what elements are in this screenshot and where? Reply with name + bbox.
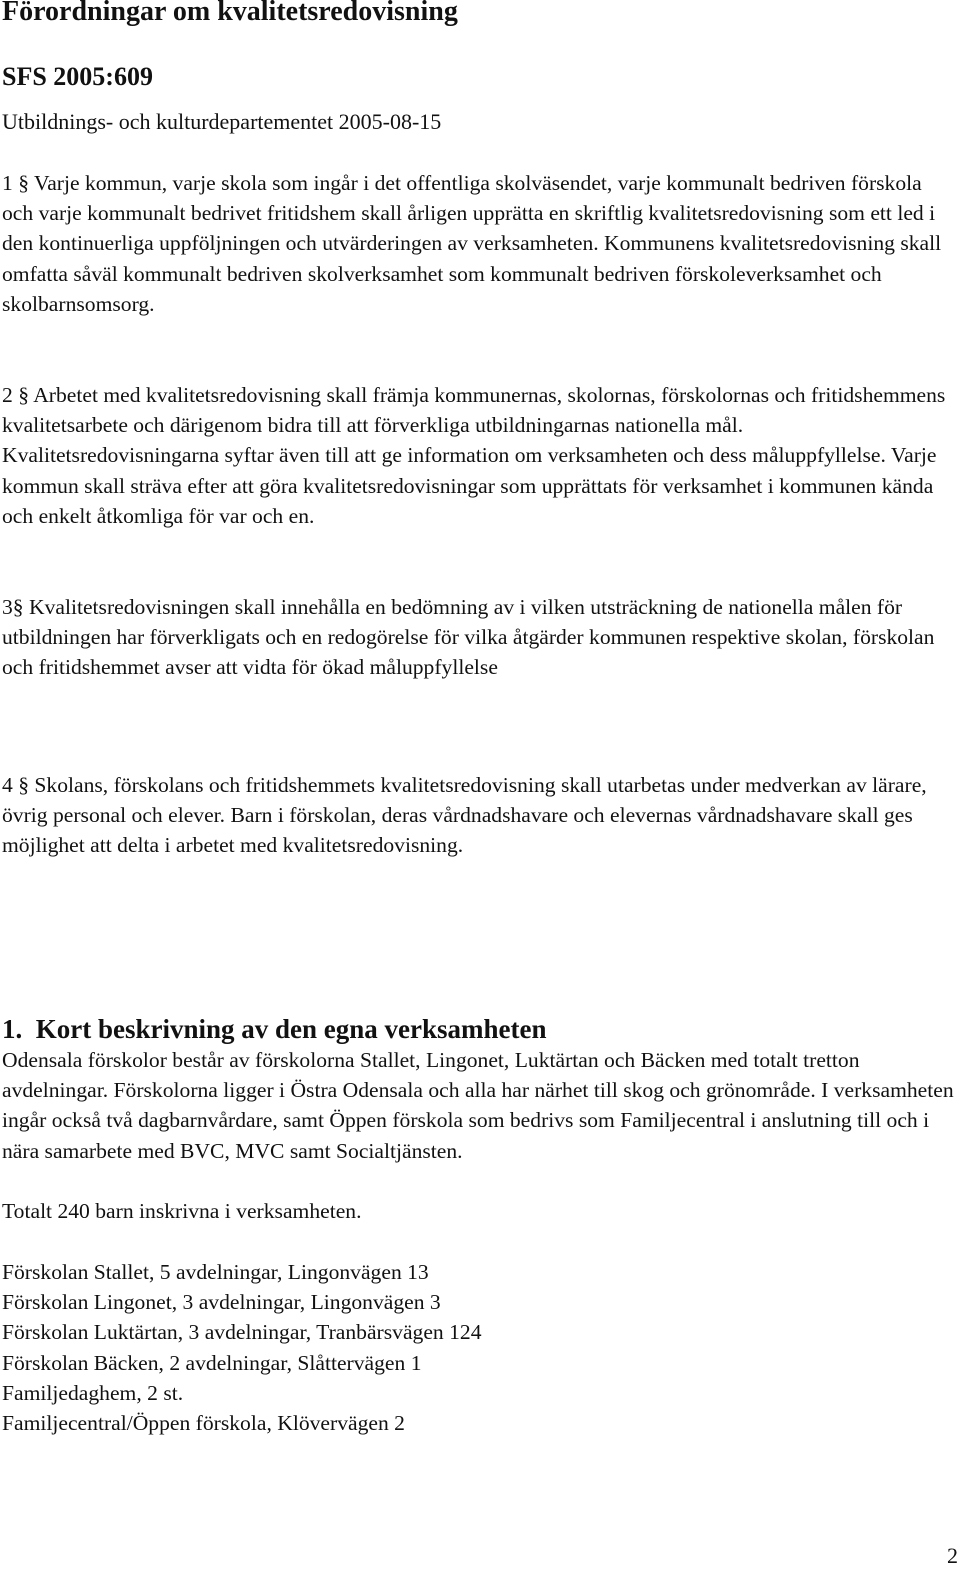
section-body: Odensala förskolor består av förskolorna Stallet, Lingonet, Luktärtan och Bäcken med totalt tretton avdelningar. Förskolorna ligger i Östra Odensala och alla har närhet till skog och grönområde. I verksamheten ingår också två dagbarnvårdare, samt Öppen förskola som bedrivs som Familjecentral i anslutning till och i nära samarbete med BVC, MVC samt Socialtjänsten. — [2, 1048, 954, 1163]
list-item: Förskolan Luktärtan, 3 avdelningar, Tranbärsvägen 124 — [2, 1320, 482, 1345]
list-item: Familjecentral/Öppen förskola, Klövervägen 2 — [2, 1411, 405, 1436]
paragraph-2: 2 § Arbetet med kvalitetsredovisning skall främja kommunernas, skolornas, förskolornas och fritidshemmens kvalitetsarbete och därigenom bidra till att förverkliga utbildningarnas nationella mål. Kvalitetsredovisningarna syftar även till att ge information om verksamheten och dess måluppfyllelse. Varje kommun skall sträva efter att göra kvalitetsredovisningar som upprättats för verksamhet i kommunen kända och enkelt åtkomliga för var och en. — [2, 383, 946, 528]
list-item: Förskolan Lingonet, 3 avdelningar, Lingonvägen 3 — [2, 1290, 441, 1315]
list-item: Familjedaghem, 2 st. — [2, 1380, 184, 1405]
paragraph-4: 4 § Skolans, förskolans och fritidshemmets kvalitetsredovisning skall utarbetas under medverkan av lärare, övrig personal och elever. Barn i förskolan, deras vårdnadshavare och elevernas vårdnadshavare skall ges möjlighet att delta i arbetet med kvalitetsredovisning. — [2, 773, 927, 858]
unit-list — [2, 1257, 482, 1438]
page-number: 2 — [947, 1543, 958, 1568]
paragraph-3: 3§ Kvalitetsredovisningen skall innehålla en bedömning av i vilken utsträckning de nationella målen för utbildningen har förverkligats och en redogörelse för vilka åtgärder kommunen respektive skolan, förskolan och fritidshemmet avser att vidta för ökad måluppfyllelse — [2, 595, 935, 680]
section-total: Totalt 240 barn inskrivna i verksamheten. — [2, 1199, 362, 1223]
department-line: Utbildnings- och kulturdepartementet 2005-08-15 — [2, 109, 442, 134]
sfs-number: SFS 2005:609 — [2, 62, 153, 91]
list-item: Förskolan Bäcken, 2 avdelningar, Slåttervägen 1 — [2, 1350, 422, 1375]
document-title: Förordningar om kvalitetsredovisning — [2, 0, 458, 27]
list-item: Förskolan Stallet, 5 avdelningar, Lingonvägen 13 — [2, 1260, 429, 1284]
paragraph-1: 1 § Varje kommun, varje skola som ingår i det offentliga skolväsendet, varje kommunalt bedriven förskola och varje kommunalt bedrivet fritidshem skall årligen upprätta en skriftlig kvalitetsredovisning som ett led i den kontinuerliga uppföljningen och utvärderingen av verksamheten. Kommunens kvalitetsredovisning skall omfatta såväl kommunalt bedriven skolverksamhet som kommunalt bedriven förskoleverksamhet och skolbarnsomsorg. — [2, 171, 942, 316]
section-heading: 1. Kort beskrivning av den egna verksamheten — [2, 1014, 547, 1044]
